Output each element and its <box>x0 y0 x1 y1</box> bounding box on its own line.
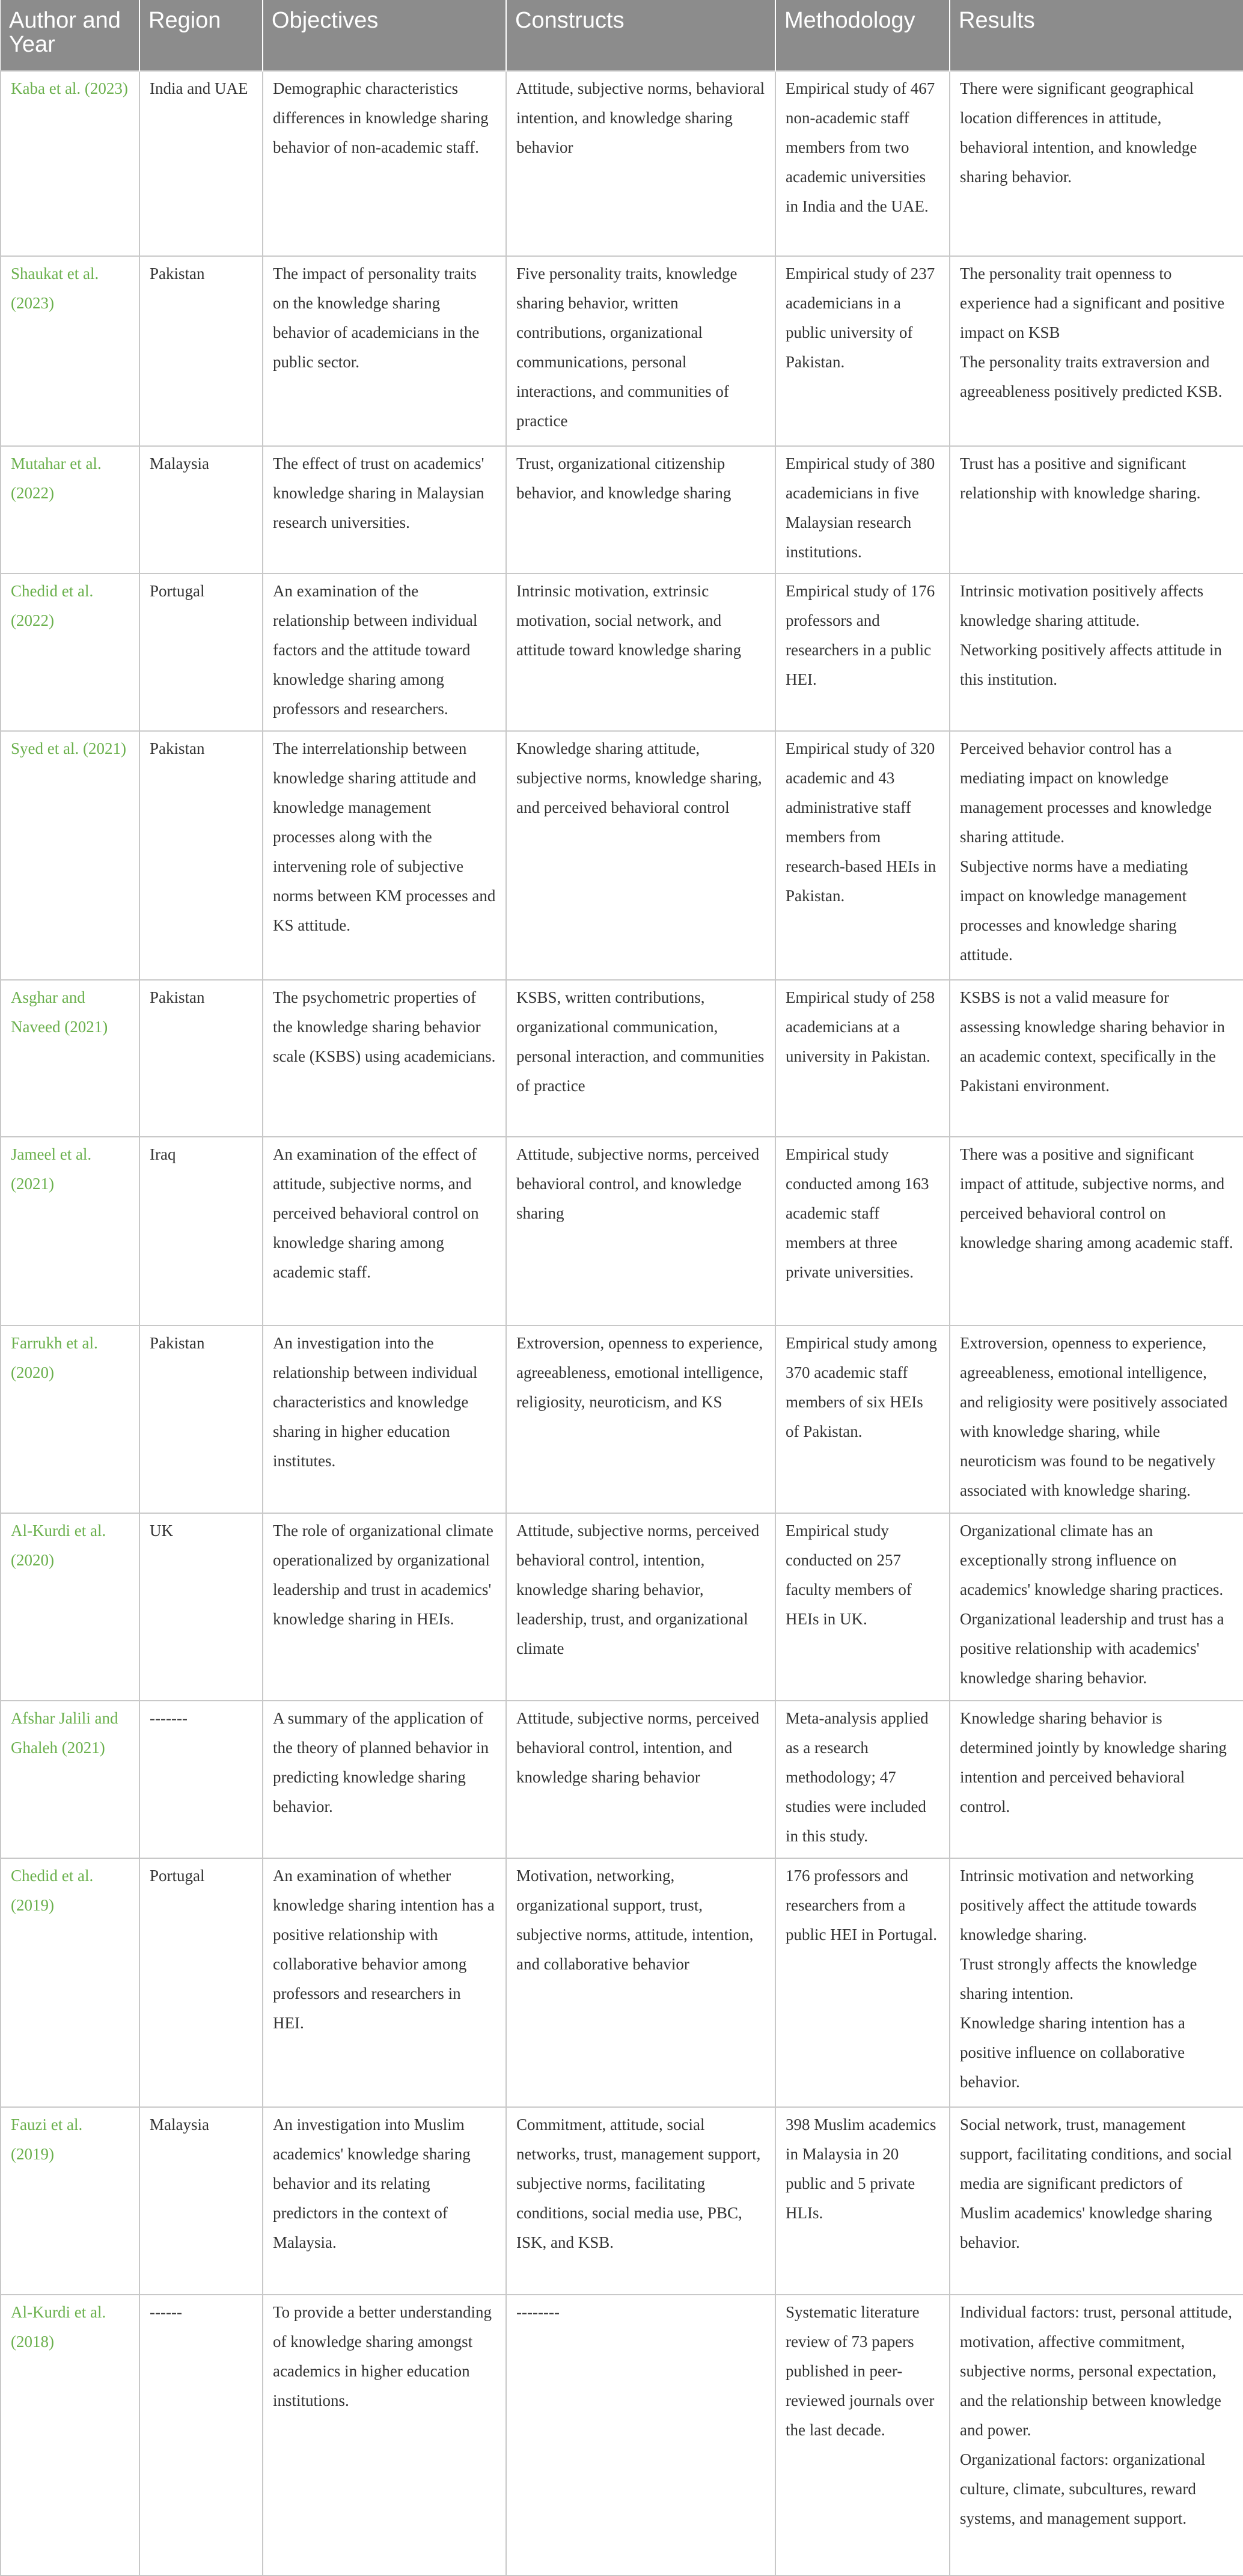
cell-constructs: KSBS, written contributions, organizational communication, personal interaction, and communities of practice <box>506 980 775 1137</box>
cell-author-year[interactable]: Kaba et al. (2023) <box>1 71 139 256</box>
cell-region: Portugal <box>139 574 263 731</box>
table-row <box>1 574 1243 731</box>
cell-constructs: Intrinsic motivation, extrinsic motivation, social network, and attitude toward knowledge sharing <box>506 574 775 731</box>
cell-results <box>950 731 1243 980</box>
cell-author-year[interactable]: Farrukh et al. (2020) <box>1 1326 139 1513</box>
results-line: Trust strongly affects the knowledge sharing intention. <box>960 1954 1197 2002</box>
results-line: The personality traits extraversion and agreeableness positively predicted KSB. <box>960 352 1223 400</box>
cell-author-year[interactable]: Al-Kurdi et al. (2018) <box>1 2295 139 2575</box>
cell-methodology: Empirical study conducted among 163 academic staff members at three private universities. <box>775 1137 950 1325</box>
cell-objectives: The effect of trust on academics' knowledge sharing in Malaysian research universities. <box>263 446 506 574</box>
cell-author-year[interactable]: Fauzi et al. (2019) <box>1 2107 139 2295</box>
table-row <box>1 1858 1243 2107</box>
results-line: Social network, trust, management support, facilitating conditions, and social media are significant predictors of Muslim academics' knowledge sharing behavior. <box>960 2115 1232 2251</box>
header-constructs: Constructs <box>506 0 775 71</box>
cell-constructs: Motivation, networking, organizational support, trust, subjective norms, attitude, intention, and collaborative behavior <box>506 1858 775 2107</box>
cell-region: UK <box>139 1513 263 1701</box>
cell-constructs: Attitude, subjective norms, perceived behavioral control, and knowledge sharing <box>506 1137 775 1325</box>
cell-methodology: Empirical study among 370 academic staff members of six HEIs of Pakistan. <box>775 1326 950 1513</box>
cell-constructs: Commitment, attitude, social networks, trust, management support, subjective norms, facilitating conditions, social media use, PBC, ISK, and KSB. <box>506 2107 775 2295</box>
cell-objectives: The role of organizational climate operationalized by organizational leadership and trust in academics' knowledge sharing in HEIs. <box>263 1513 506 1701</box>
results-line: Knowledge sharing behavior is determined jointly by knowledge sharing intention and perceived behavioral control. <box>960 1709 1227 1816</box>
table-row <box>1 1326 1243 1513</box>
results-line: Trust has a positive and significant relationship with knowledge sharing. <box>960 454 1201 503</box>
cell-methodology: Empirical study conducted on 257 faculty members of HEIs in UK. <box>775 1513 950 1701</box>
cell-methodology: 398 Muslim academics in Malaysia in 20 public and 5 private HLIs. <box>775 2107 950 2295</box>
cell-objectives: An investigation into the relationship between individual characteristics and knowledge sharing in higher education institutes. <box>263 1326 506 1513</box>
cell-results <box>950 980 1243 1137</box>
results-line: Networking positively affects attitude in this institution. <box>960 641 1222 689</box>
cell-constructs: Attitude, subjective norms, perceived behavioral control, intention, knowledge sharing behavior, leadership, trust, and organizational climate <box>506 1513 775 1701</box>
cell-results <box>950 574 1243 731</box>
cell-constructs: -------- <box>506 2295 775 2575</box>
cell-region: Portugal <box>139 1858 263 2107</box>
results-line: Knowledge sharing intention has a positive influence on collaborative behavior. <box>960 2013 1185 2091</box>
header-results: Results <box>950 0 1243 71</box>
table-header <box>1 0 1243 71</box>
cell-region: Malaysia <box>139 446 263 574</box>
cell-region: Pakistan <box>139 980 263 1137</box>
cell-region: India and UAE <box>139 71 263 256</box>
cell-objectives: To provide a better understanding of knowledge sharing amongst academics in higher education institutions. <box>263 2295 506 2575</box>
cell-results <box>950 1137 1243 1325</box>
cell-objectives: The psychometric properties of the knowledge sharing behavior scale (KSBS) using academicians. <box>263 980 506 1137</box>
cell-author-year[interactable]: Asghar and Naveed (2021) <box>1 980 139 1137</box>
header-author-year: Author and Year <box>1 0 139 71</box>
table-row <box>1 731 1243 980</box>
results-line: Intrinsic motivation positively affects knowledge sharing attitude. <box>960 582 1204 630</box>
results-line: Extroversion, openness to experience, agreeableness, emotional intelligence, and religiosity were positively associated with knowledge sharing, while neuroticism was found to be negatively associated with knowledge sharing. <box>960 1333 1228 1499</box>
cell-results <box>950 2295 1243 2575</box>
cell-methodology: Systematic literature review of 73 papers published in peer-reviewed journals over the last decade. <box>775 2295 950 2575</box>
cell-objectives: Demographic characteristics differences in knowledge sharing behavior of non-academic staff. <box>263 71 506 256</box>
results-line: Organizational leadership and trust has a positive relationship with academics' knowledge sharing behavior. <box>960 1609 1224 1687</box>
cell-constructs: Attitude, subjective norms, perceived behavioral control, intention, and knowledge sharing behavior <box>506 1701 775 1858</box>
cell-methodology: Meta-analysis applied as a research methodology; 47 studies were included in this study. <box>775 1701 950 1858</box>
cell-region: ------- <box>139 1701 263 1858</box>
cell-author-year[interactable]: Jameel et al. (2021) <box>1 1137 139 1325</box>
cell-objectives: An examination of whether knowledge sharing intention has a positive relationship with collaborative behavior among professors and researchers in HEI. <box>263 1858 506 2107</box>
cell-constructs: Extroversion, openness to experience, agreeableness, emotional intelligence, religiosity, neuroticism, and KS <box>506 1326 775 1513</box>
table-row <box>1 2295 1243 2575</box>
table-row <box>1 256 1243 446</box>
table-row <box>1 71 1243 256</box>
cell-results <box>950 71 1243 256</box>
table-row <box>1 1137 1243 1325</box>
cell-methodology: Empirical study of 320 academic and 43 administrative staff members from research-based HEIs in Pakistan. <box>775 731 950 980</box>
cell-objectives: The interrelationship between knowledge sharing attitude and knowledge management processes along with the intervening role of subjective norms between KM processes and KS attitude. <box>263 731 506 980</box>
cell-methodology: Empirical study of 467 non-academic staff members from two academic universities in India and the UAE. <box>775 71 950 256</box>
cell-methodology: Empirical study of 176 professors and researchers in a public HEI. <box>775 574 950 731</box>
cell-author-year[interactable]: Syed et al. (2021) <box>1 731 139 980</box>
results-line: Perceived behavior control has a mediating impact on knowledge management processes and knowledge sharing attitude. <box>960 739 1212 846</box>
results-line: Subjective norms have a mediating impact on knowledge management processes and knowledge sharing attitude. <box>960 857 1188 964</box>
cell-constructs: Attitude, subjective norms, behavioral intention, and knowledge sharing behavior <box>506 71 775 256</box>
cell-methodology: Empirical study of 380 academicians in five Malaysian research institutions. <box>775 446 950 574</box>
results-line: The personality trait openness to experience had a significant and positive impact on KSB <box>960 264 1225 341</box>
table-row <box>1 980 1243 1137</box>
cell-constructs: Knowledge sharing attitude, subjective norms, knowledge sharing, and perceived behavioral control <box>506 731 775 980</box>
table-row <box>1 2107 1243 2295</box>
cell-results <box>950 1326 1243 1513</box>
results-line: Individual factors: trust, personal attitude, motivation, affective commitment, subjective norms, personal expectation, and the relationship between knowledge and power. <box>960 2302 1232 2439</box>
cell-region: Pakistan <box>139 256 263 446</box>
results-line: Intrinsic motivation and networking positively affect the attitude towards knowledge sharing. <box>960 1866 1197 1944</box>
cell-constructs: Trust, organizational citizenship behavior, and knowledge sharing <box>506 446 775 574</box>
cell-results <box>950 2107 1243 2295</box>
table-body <box>1 71 1243 2575</box>
cell-results <box>950 256 1243 446</box>
cell-methodology: Empirical study of 258 academicians at a university in Pakistan. <box>775 980 950 1137</box>
cell-constructs: Five personality traits, knowledge sharing behavior, written contributions, organizational communications, personal interactions, and communities of practice <box>506 256 775 446</box>
header-row <box>1 0 1243 71</box>
cell-objectives: An examination of the effect of attitude, subjective norms, and perceived behavioral control on knowledge sharing among academic staff. <box>263 1137 506 1325</box>
table-row <box>1 1513 1243 1701</box>
results-line: Organizational factors: organizational culture, climate, subcultures, reward systems, and management support. <box>960 2450 1206 2527</box>
table-row <box>1 446 1243 574</box>
cell-results <box>950 1701 1243 1858</box>
cell-author-year[interactable]: Afshar Jalili and Ghaleh (2021) <box>1 1701 139 1858</box>
cell-author-year[interactable]: Chedid et al. (2022) <box>1 574 139 731</box>
cell-methodology: Empirical study of 237 academicians in a public university of Pakistan. <box>775 256 950 446</box>
cell-objectives: The impact of personality traits on the knowledge sharing behavior of academicians in the public sector. <box>263 256 506 446</box>
cell-methodology: 176 professors and researchers from a public HEI in Portugal. <box>775 1858 950 2107</box>
results-line: There were significant geographical location differences in attitude, behavioral intention, and knowledge sharing behavior. <box>960 79 1197 186</box>
cell-results <box>950 1513 1243 1701</box>
cell-author-year[interactable]: Al-Kurdi et al. (2020) <box>1 1513 139 1701</box>
cell-region: ------ <box>139 2295 263 2575</box>
cell-results <box>950 446 1243 574</box>
cell-objectives: A summary of the application of the theory of planned behavior in predicting knowledge sharing behavior. <box>263 1701 506 1858</box>
results-line: Organizational climate has an exceptionally strong influence on academics' knowledge sharing practices. <box>960 1521 1224 1599</box>
cell-results <box>950 1858 1243 2107</box>
results-line: KSBS is not a valid measure for assessing knowledge sharing behavior in an academic context, specifically in the Pakistani environment. <box>960 988 1225 1095</box>
header-objectives: Objectives <box>263 0 506 71</box>
cell-region: Pakistan <box>139 1326 263 1513</box>
cell-author-year[interactable]: Chedid et al. (2019) <box>1 1858 139 2107</box>
cell-objectives: An investigation into Muslim academics' knowledge sharing behavior and its relating predictors in the context of Malaysia. <box>263 2107 506 2295</box>
cell-author-year[interactable]: Mutahar et al. (2022) <box>1 446 139 574</box>
cell-author-year[interactable]: Shaukat et al. (2023) <box>1 256 139 446</box>
header-region: Region <box>139 0 263 71</box>
results-line: There was a positive and significant impact of attitude, subjective norms, and perceived behavioral control on knowledge sharing among academic staff. <box>960 1145 1233 1252</box>
cell-region: Pakistan <box>139 731 263 980</box>
header-methodology: Methodology <box>775 0 950 71</box>
cell-objectives: An examination of the relationship between individual factors and the attitude toward knowledge sharing among professors and researchers. <box>263 574 506 731</box>
cell-region: Malaysia <box>139 2107 263 2295</box>
table-row <box>1 1701 1243 1858</box>
cell-region: Iraq <box>139 1137 263 1325</box>
